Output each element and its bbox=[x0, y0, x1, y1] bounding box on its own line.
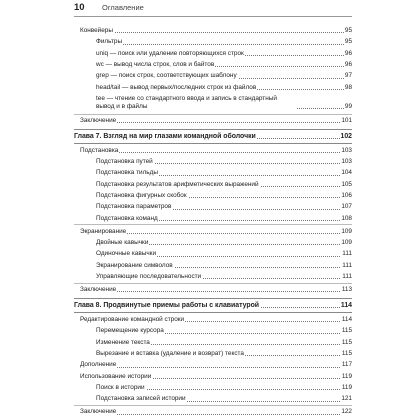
dot-leader bbox=[80, 152, 346, 153]
toc-page-number: 115 bbox=[341, 337, 352, 348]
running-title: Оглавление bbox=[102, 2, 144, 12]
toc-page-number: 104 bbox=[340, 167, 352, 178]
toc-entry-title: Подстановка параметров bbox=[96, 203, 172, 211]
toc-subsection-entry[interactable] bbox=[74, 271, 352, 282]
toc-page-number: 109 bbox=[340, 237, 352, 248]
toc-subsection-entry[interactable] bbox=[74, 167, 352, 178]
toc-entry-title: Конвейеры bbox=[80, 27, 113, 34]
toc-page-number: 119 bbox=[341, 382, 352, 393]
toc-page-number: 108 bbox=[340, 213, 352, 224]
toc-page-number: 96 bbox=[344, 59, 352, 70]
toc-subsection-entry[interactable] bbox=[74, 213, 352, 224]
toc-entry-title: uniq — поиск или удаление повторяющихся строк bbox=[96, 49, 244, 57]
toc-entry-title: head/tail — вывод первых/последних строк из файлов bbox=[96, 83, 257, 91]
toc-entry-title: Глава 8. Продвинутые приемы работы с клавиатурой bbox=[74, 301, 260, 309]
toc-entry-title: Редактирование командной строки bbox=[80, 316, 185, 323]
dot-leader bbox=[80, 414, 346, 415]
toc-page-number: 113 bbox=[341, 284, 352, 295]
toc-page-number: 111 bbox=[341, 271, 352, 282]
toc-page-number: 98 bbox=[344, 82, 352, 93]
toc-page-number: 114 bbox=[341, 314, 352, 325]
toc-entry-title: Заключение bbox=[80, 116, 117, 124]
dot-leader bbox=[80, 291, 346, 292]
toc-subsection-entry[interactable] bbox=[74, 59, 352, 70]
toc-entry-title: Поиск в истории bbox=[96, 384, 145, 392]
toc-section-entry[interactable] bbox=[74, 314, 352, 325]
toc-page-number: 97 bbox=[344, 70, 352, 81]
toc-subsection-entry[interactable] bbox=[74, 70, 352, 81]
toc-entry-title: Глава 7. Взгляд на мир глазами командной оболочки bbox=[74, 132, 256, 140]
toc-section-entry[interactable] bbox=[74, 359, 352, 370]
toc-page-number: 99 bbox=[344, 103, 352, 111]
toc-subsection-entry[interactable] bbox=[74, 337, 352, 348]
toc-entry-title: Изменение текста bbox=[96, 338, 150, 346]
toc-page-number: 121 bbox=[340, 393, 352, 404]
page-number: 10 bbox=[74, 2, 85, 13]
toc-section-entry[interactable] bbox=[74, 406, 352, 417]
toc-entry-title: Подстановка путей bbox=[96, 158, 153, 166]
toc-subsection-entry[interactable] bbox=[74, 156, 352, 167]
dot-leader bbox=[80, 32, 346, 33]
toc-subsection-entry[interactable] bbox=[74, 260, 352, 271]
toc-subsection-entry[interactable] bbox=[74, 93, 352, 113]
toc-entry-title: Использование истории bbox=[80, 372, 152, 380]
toc-subsection-entry[interactable] bbox=[74, 48, 352, 59]
toc-section-entry[interactable] bbox=[74, 284, 352, 295]
toc-entry-title: Подстановка bbox=[80, 146, 119, 154]
toc-subsection-entry[interactable] bbox=[74, 382, 352, 393]
toc-subsection-entry[interactable] bbox=[74, 348, 352, 359]
toc-entry-title: Управляющие последовательности bbox=[96, 273, 202, 281]
toc-entry-title: grep — поиск строк, соответствующих шаблону bbox=[96, 72, 237, 80]
toc-entry-title: Вырезание и вставка (удаление и возврат) текста bbox=[96, 350, 244, 358]
toc-subsection-entry[interactable] bbox=[74, 393, 352, 404]
toc-page-number: 119 bbox=[341, 371, 352, 382]
toc-entry-title: Экранирование bbox=[80, 227, 127, 235]
toc-section-entry[interactable] bbox=[74, 25, 352, 36]
toc-page-number: 111 bbox=[341, 260, 352, 271]
toc-subsection-entry[interactable] bbox=[74, 36, 352, 47]
toc-page-number: 103 bbox=[340, 156, 352, 167]
toc-page-number: 115 bbox=[341, 325, 352, 336]
toc-entry-title: Подстановка команд bbox=[96, 214, 158, 222]
toc-entry-title: Фильтры bbox=[96, 38, 123, 46]
toc-subsection-entry[interactable] bbox=[74, 190, 352, 201]
toc-subsection-entry[interactable] bbox=[74, 248, 352, 259]
toc-subsection-entry[interactable] bbox=[74, 325, 352, 336]
toc-entry-title: Одиночные кавычки bbox=[96, 250, 157, 258]
dot-leader bbox=[80, 367, 346, 368]
toc-page-number: 102 bbox=[340, 130, 353, 144]
toc-page-number: 107 bbox=[340, 201, 352, 212]
toc-entry-title: Перемещение курсора bbox=[96, 327, 164, 335]
toc-subsection-entry[interactable] bbox=[74, 201, 352, 212]
dot-leader bbox=[80, 122, 346, 123]
toc-page-number: 95 bbox=[344, 36, 352, 47]
table-of-contents bbox=[74, 25, 352, 418]
toc-entry-title: Подстановка результатов арифметических выражений bbox=[96, 180, 259, 188]
toc-page-number: 115 bbox=[341, 348, 352, 359]
dot-leader bbox=[96, 44, 346, 45]
toc-page-number: 95 bbox=[344, 25, 352, 36]
toc-entry-title: Экранирование символов bbox=[96, 261, 173, 269]
toc-page-number: 106 bbox=[340, 190, 352, 201]
toc-page-number: 122 bbox=[340, 406, 352, 417]
toc-chapter-heading[interactable] bbox=[74, 298, 352, 314]
toc-subsection-entry[interactable] bbox=[74, 237, 352, 248]
running-header bbox=[74, 2, 352, 17]
toc-section-entry[interactable] bbox=[74, 145, 352, 156]
toc-entry-title: Двойные кавычки bbox=[96, 239, 149, 247]
toc-subsection-entry[interactable] bbox=[74, 82, 352, 93]
toc-entry-title: Подстановка записей истории bbox=[96, 395, 186, 403]
toc-subsection-entry[interactable] bbox=[74, 179, 352, 190]
toc-page-number: 109 bbox=[340, 226, 352, 237]
toc-entry-title: Подстановка тильды bbox=[96, 169, 158, 177]
toc-entry-title: tee — чтение со стандартного ввода и запись в стандартный вывод и в файлы bbox=[96, 95, 297, 112]
toc-entry-title: Заключение bbox=[80, 286, 117, 294]
toc-page-number: 114 bbox=[340, 299, 352, 313]
toc-section-entry[interactable] bbox=[74, 371, 352, 382]
toc-entry-title: Подстановка фигурных скобок bbox=[96, 192, 187, 200]
toc-entry-title: Дополнение bbox=[80, 361, 117, 369]
toc-page-number: 103 bbox=[340, 145, 352, 156]
toc-entry-title: wc — вывод числа строк, слов и байтов bbox=[96, 61, 215, 69]
toc-page-number: 101 bbox=[340, 115, 352, 126]
toc-section-entry[interactable] bbox=[74, 226, 352, 237]
toc-page-number: 105 bbox=[340, 179, 352, 190]
toc-page-number: 96 bbox=[344, 48, 352, 59]
toc-page-number: 117 bbox=[341, 359, 352, 370]
toc-chapter-heading[interactable] bbox=[74, 129, 352, 145]
toc-section-entry[interactable] bbox=[74, 115, 352, 126]
toc-page-number: 111 bbox=[341, 248, 352, 259]
toc-entry-title: Заключение bbox=[80, 408, 117, 416]
